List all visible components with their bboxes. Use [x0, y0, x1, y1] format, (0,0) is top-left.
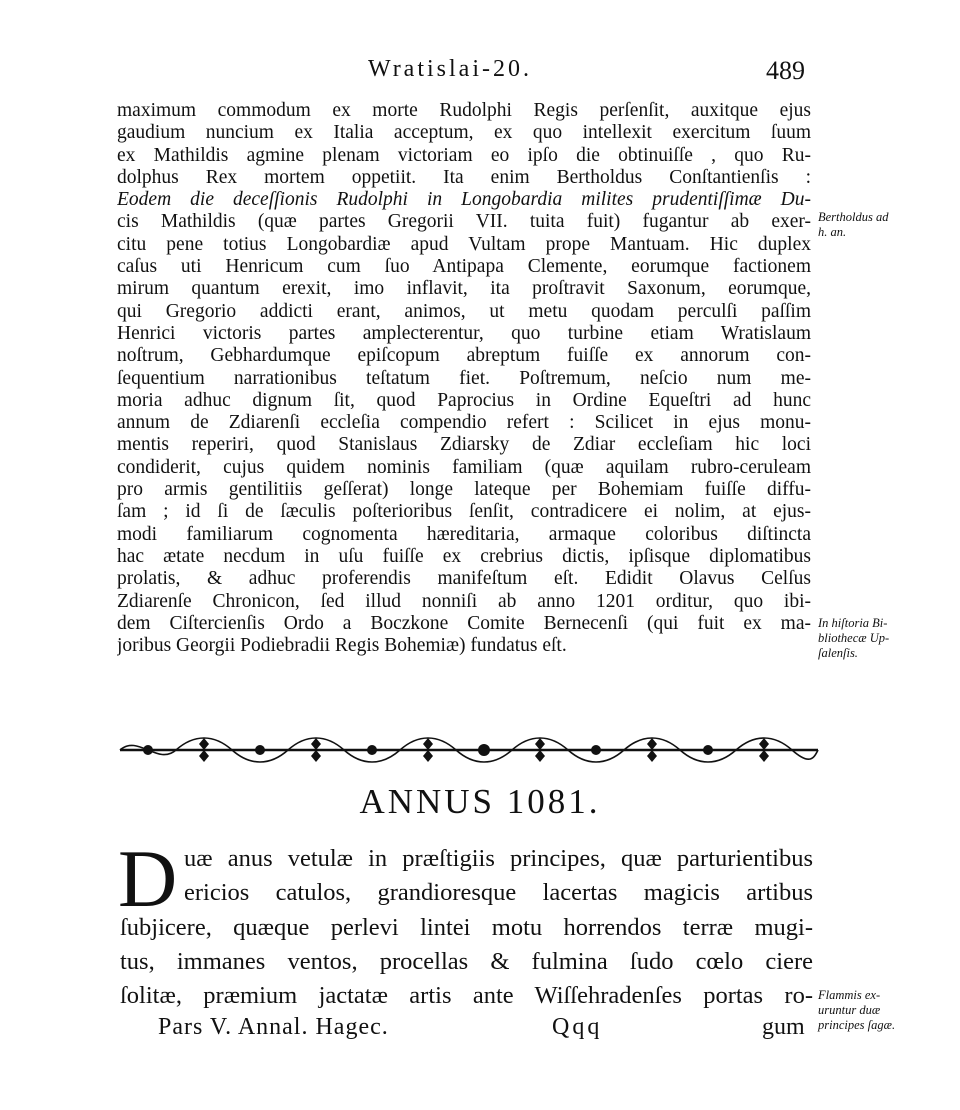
catchword: gum: [762, 1014, 805, 1040]
text-line: mentis reperiri, quod Stanislaus Zdiarsky de Zdiar eccleſiam hic loci: [117, 434, 811, 456]
text-line: caſus uti Henricum cum ſuo Antipapa Clemente, eorumque factionem: [117, 256, 811, 278]
text-line: qui Gregorio addicti erant, animos, ut metu quodam perculſi paſſim: [117, 300, 811, 322]
text-line: ericios catulos, grandioresque lacertas magicis artibus: [184, 879, 813, 907]
year-heading: ANNUS 1081.: [359, 782, 601, 821]
text-line: noſtrum, Gebhardumque epiſcopum abreptum fuiſſe ex annorum con-: [117, 345, 811, 367]
text-line: ſequentium narrationibus teſtatum fiet. Poſtremum, neſcio num me-: [117, 367, 811, 389]
running-head: [0, 56, 960, 96]
body-paragraph: [117, 100, 811, 657]
margin-note-line: uruntur duæ: [818, 1003, 881, 1017]
margin-note-line: Bertholdus ad: [818, 210, 889, 224]
text-line: moria adhuc dignum ſit, quod Paprocius in Ordine Equeſtri ad hunc: [117, 389, 811, 411]
text-line: annum de Zdiarenſi eccleſia compendio refert : Scilicet in ejus monu-: [117, 412, 811, 434]
text-line: dolphus Rex mortem oppetiit. Ita enim Bertholdus Conſtantienſis :: [117, 166, 811, 188]
margin-note-line: h. an.: [818, 225, 847, 239]
intro-paragraph: [118, 833, 813, 1013]
margin-note-celsus: [818, 616, 938, 661]
text-line: joribus Georgii Podiebradii Regis Bohemiæ) fundatus eſt.: [117, 635, 567, 657]
text-line: condiderit, cujus quidem nominis familiam (quæ aquilam rubro-ceruleam: [117, 456, 811, 478]
text-line: ſam ; id ſi de ſæculis poſterioribus ſenſit, contradicere ei nolim, at ejus-: [117, 501, 811, 523]
footer-part-title: Pars V. Annal. Hagec.: [158, 1014, 389, 1040]
text-line: pro armis gentilitiis geſſerat) longe lateque per Bohemiam fuiſſe diffu-: [117, 479, 811, 501]
signature-mark: Qqq: [552, 1014, 603, 1040]
margin-note-bertholdus: [818, 210, 938, 240]
margin-note-line: In hiſtoria Bi-: [818, 616, 888, 630]
text-line: modi familiarum cognomenta hæreditaria, armaque coloribus diſtincta: [117, 523, 811, 545]
text-line: ſubjicere, quæque perlevi lintei motu horrendos terræ mugi-: [120, 913, 813, 941]
text-line: Zdiarenſe Chronicon, ſed illud nonniſi ab anno 1201 orditur, quo ibi-: [117, 590, 811, 612]
text-line: cis Mathildis (quæ partes Gregorii VII. tuita fuit) fugantur ab exer-: [117, 211, 811, 233]
text-line: tus, immanes ventos, procellas & fulmina ſudo cœlo ciere: [120, 947, 813, 975]
text-line: citu pene totius Longobardiæ apud Vultam prope Mantuam. Hic duplex: [117, 233, 811, 255]
text-line: ex Mathildis agmine plenam victoriam eo ipſo die obtinuiſſe , quo Ru-: [117, 144, 811, 166]
text-line: ſolitæ, præmium jactatæ artis ante Wiſſehradenſes portas ro-: [120, 982, 813, 1010]
text-line: gaudium nuncium ex Italia acceptum, ex quo intellexit exercitum ſuum: [117, 122, 811, 144]
text-line: hac ætate necdum in uſu fuiſſe ex crebrius dictis, ipſisque diplomatibus: [117, 545, 811, 567]
page-footer: [0, 1014, 960, 1050]
text-line: Henrici victoris partes amplecterentur, quo turbine etiam Wratislaum: [117, 322, 811, 344]
drop-cap: D: [118, 833, 178, 924]
ornamental-border: [118, 728, 820, 772]
text-line: dem Ciſtercienſis Ordo a Boczkone Comite Bernecenſi (qui fuit ex ma-: [117, 612, 811, 634]
margin-note-line: bliothecæ Up-: [818, 631, 890, 645]
text-line: prolatis, & adhuc proferendis manifeſtum eſt. Edidit Olavus Celſus: [117, 568, 811, 590]
margin-note-line: Flammis ex-: [818, 988, 881, 1002]
page-number: 489: [766, 56, 805, 85]
running-title: Wratislai-20.: [368, 56, 532, 82]
text-line: Eodem die deceſſionis Rudolphi in Longobardia milites prudentiſſimæ Du-: [117, 189, 811, 211]
text-line: maximum commodum ex morte Rudolphi Regis perſenſit, auxitque ejus: [117, 100, 811, 121]
margin-note-line: ſalenſis.: [818, 646, 858, 660]
text-line: mirum quantum erexit, imo inflavit, ita proſtravit Saxonum, eorumque,: [117, 278, 811, 300]
margin-note-line: principes ſagæ.: [818, 1018, 896, 1032]
text-line: uæ anus vetulæ in præſtigiis principes, quæ parturientibus: [184, 845, 813, 872]
